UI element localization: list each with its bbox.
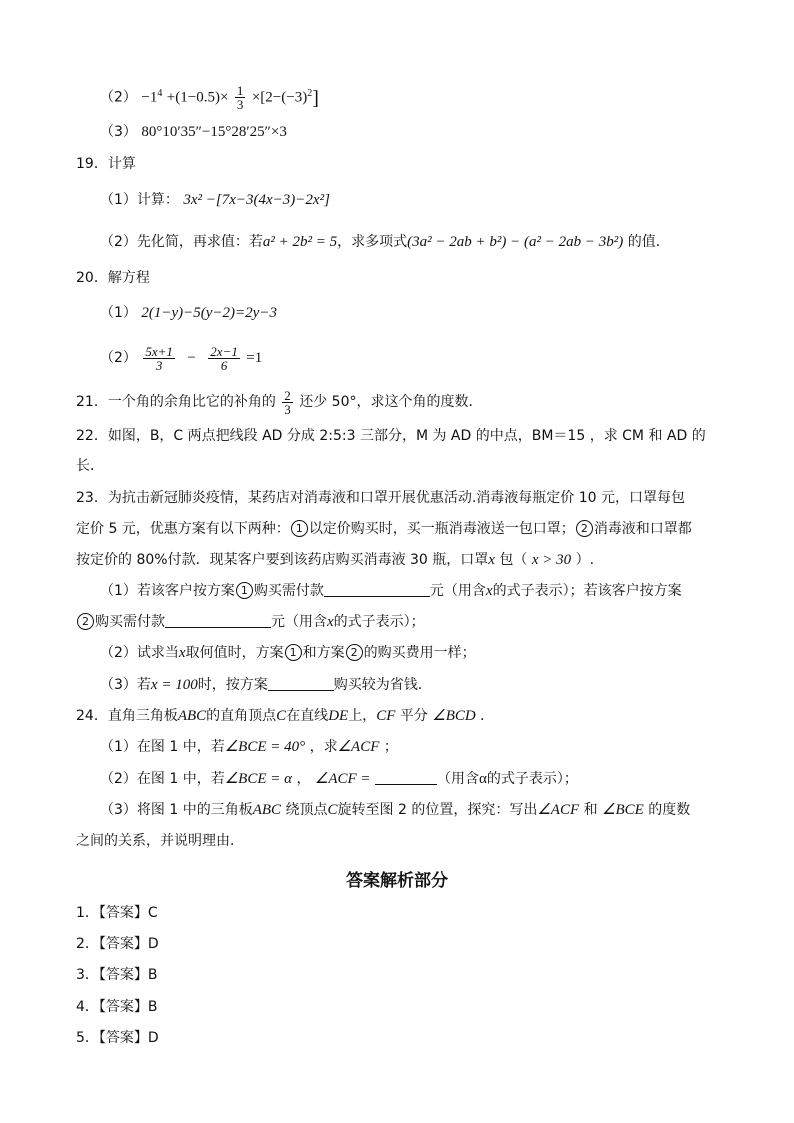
q18-p3-label: （3） [100, 124, 137, 140]
answer-num: 4． [76, 999, 99, 1015]
q22-line2: 长． [76, 458, 104, 474]
q19-p2-text-a: （2）先化简，再求值：若 [100, 234, 263, 250]
q24-c: C [276, 708, 287, 724]
q24-part1 [100, 737, 724, 757]
q24-p1-condition: ∠BCE = 40° [224, 739, 306, 755]
q24-bcd: ∠BCD [432, 708, 476, 724]
q24-part3-line1 [100, 800, 724, 820]
circled-2: 2 [346, 644, 363, 661]
answer-num: 5． [76, 1030, 99, 1046]
q23-line2-b: 以定价购买时，买一瓶消毒液送一包口罩； [308, 521, 575, 537]
q19-p2-text-b: ，求多项式 [337, 234, 408, 250]
q24-p2-d: （用含 [437, 771, 480, 787]
answer-num: 2． [76, 936, 99, 952]
q23-line2-a: 定价 5 元，优惠方案有以下两种： [76, 521, 290, 537]
q18-p2-expr-d: ] [312, 87, 319, 110]
q23-p1-f: 元（用含 [271, 614, 327, 630]
q24-part3-line2: 之间的关系，并说明理由． [76, 833, 244, 849]
answer-tag: 【答案】 [98, 967, 148, 983]
q24-line1-b: 的直角顶点 [206, 708, 277, 724]
q19-part2 [100, 232, 724, 252]
q24-line1-e: 平分 [399, 708, 428, 724]
q20-p2-fraction-1 [143, 345, 175, 372]
q24-p1-a: （1）在图 1 中，若 [100, 739, 225, 755]
answer-blank-4[interactable] [375, 770, 437, 785]
q20-p2-label: （2） [100, 350, 137, 366]
q24-line1-a: 24．直角三角板 [76, 708, 178, 724]
answer-value: B [147, 999, 158, 1015]
answers-title: 答案解析部分 [346, 871, 448, 891]
answer-item [76, 997, 724, 1017]
q23-p2-d: 的购买费用一样； [363, 645, 476, 661]
q18-p2-expr-b: +(1−0.5)× [166, 89, 229, 106]
answer-value: B [147, 967, 158, 983]
q23-var-x: x [488, 552, 495, 568]
q18-p2-frac-den: 3 [236, 97, 244, 113]
q18-p2-frac-num: 1 [236, 83, 244, 99]
answer-tag: 【答案】 [98, 936, 148, 952]
q24-c: C [327, 802, 338, 818]
q21-text-a: 21．一个角的余角比它的补角的 [76, 394, 276, 410]
q23-part3 [100, 675, 724, 695]
q23-p3-a: （3）若 [100, 677, 151, 693]
q24-p2-e: 的式子表示）； [486, 771, 578, 787]
circled-2: 2 [77, 613, 94, 630]
q24-acf: ∠ACF [537, 802, 580, 818]
q23-p1-e: 购买需付款 [95, 614, 165, 630]
answer-item [76, 934, 724, 954]
q19-p1-expr: 3x² −[7x−3(4x−3)−2x²] [183, 192, 330, 208]
circled-1: 1 [285, 644, 302, 661]
q24-p3-a: （3）将图 1 中的三角板 [100, 802, 253, 818]
q20-part2 [100, 340, 724, 376]
q23-part2 [100, 643, 724, 663]
q18-part3 [100, 122, 724, 142]
q24-line1-c: 在直线 [286, 708, 329, 724]
q24-abc: ABC [252, 802, 282, 818]
q23-p3-c: 购买较为省钱． [333, 677, 432, 693]
q20-eq: =1 [246, 350, 263, 366]
q23-line1: 23．为抗击新冠肺炎疫情，某药店对消毒液和口罩开展优惠活动.消毒液每瓶定价 10 元，口罩每包 [76, 490, 685, 506]
q23-p1-a: （1）若该客户按方案 [100, 583, 235, 599]
q23-line3-c: ）. [575, 552, 595, 568]
q24-p2-condition: ∠BCE = α [224, 771, 292, 787]
answer-item [76, 903, 724, 923]
answer-num: 1． [76, 905, 99, 921]
q23-var-x: x [178, 645, 186, 661]
answer-value: D [147, 936, 159, 952]
q18-p2-fraction [235, 84, 246, 111]
q18-p2-expr-c: ×[2−(−3) [251, 89, 308, 106]
q24-line1-f: ． [480, 708, 495, 724]
circled-1: 1 [291, 520, 308, 537]
q20-f2-num: 2x−1 [210, 343, 238, 359]
answer-tag: 【答案】 [98, 905, 148, 921]
q24-p2-a: （2）在图 1 中，若 [100, 771, 225, 787]
q23-condition: x > 30 [531, 552, 572, 568]
q22-line1: 22．如图，B，C 两点把线段 AD 分成 2:5:3 三部分，M 为 AD 的中点，BM＝15 ，求 CM 和 AD 的 [76, 428, 706, 444]
q19-p2-condition: a² + 2b² = 5 [262, 234, 338, 250]
q19-p2-text-c: 的值． [627, 234, 670, 250]
q18-p2-exp2: 2 [307, 88, 313, 99]
answer-item [76, 1028, 724, 1048]
q21-frac-num: 2 [284, 387, 291, 403]
q21-frac-den: 3 [284, 401, 291, 417]
q24-line1 [76, 706, 724, 726]
q23-p2-a: （2）试求当 [100, 645, 179, 661]
q23-p3-b: 时，按方案 [197, 677, 268, 693]
q24-p1-b: ，求 [309, 739, 338, 755]
q21 [76, 384, 724, 420]
q23-var-x: x [327, 614, 334, 630]
circled-2: 2 [576, 520, 593, 537]
q24-p3-e: 的度数 [648, 802, 691, 818]
answer-blank-3[interactable] [268, 676, 334, 691]
q24-acf: ∠ACF [337, 739, 380, 755]
q24-p2-acf: ∠ACF = [314, 771, 371, 787]
q23-line2 [76, 519, 724, 539]
q21-text-b: 还少 50°，求这个角的度数． [299, 394, 483, 410]
q24-cf: CF [376, 708, 396, 724]
q23-part1-line1 [100, 581, 724, 601]
q24-abc: ABC [177, 708, 207, 724]
q20-f1-den: 3 [155, 357, 163, 373]
q19-p2-polynomial: (3a² − 2ab + b²) − (a² − 2ab − 3b²) [407, 234, 624, 250]
q23-line2-c: 消毒液和口罩都 [593, 521, 692, 537]
q20-minus: − [187, 350, 196, 366]
answer-tag: 【答案】 [98, 1030, 148, 1046]
q24-bce: ∠BCE [602, 802, 644, 818]
q24-p3-b: 绕顶点 [285, 802, 328, 818]
answer-value: C [147, 905, 158, 921]
q18-p2-expr-a: −1 [141, 89, 158, 106]
q24-p2-b: ， [296, 771, 311, 787]
q23-line3-a: 按定价的 80%付款．现某客户要到该药店购买消毒液 30 瓶，口罩 [76, 552, 489, 568]
q20-p1-label: （1） [100, 305, 137, 321]
q20-p1-expr: 2(1−y)−5(y−2)=2y−3 [141, 305, 277, 321]
q23-p3-condition: x = 100 [150, 677, 198, 693]
q20-p2-fraction-2 [208, 345, 240, 372]
answer-blank-1[interactable] [324, 582, 430, 597]
q23-p1-d: 的式子表示）；若该客户按方案 [492, 583, 682, 599]
q20-part1 [100, 303, 724, 323]
q24-p3-d: 和 [583, 802, 598, 818]
q20-title: 20．解方程 [76, 270, 150, 286]
q24-p1-c: ； [383, 739, 398, 755]
answer-item [76, 965, 724, 985]
q20-f2-den: 6 [220, 357, 228, 373]
q23-p2-c: 和方案 [302, 645, 345, 661]
answer-value: D [147, 1030, 159, 1046]
q23-p1-g: 的式子表示）； [333, 614, 425, 630]
q18-p2-label: （2） [100, 89, 137, 106]
answer-tag: 【答案】 [98, 999, 148, 1015]
q24-p3-c: 旋转至图 2 的位置，探究：写出 [337, 802, 538, 818]
q21-fraction [282, 389, 293, 416]
answer-blank-2[interactable] [165, 613, 271, 628]
answer-num: 3． [76, 967, 99, 983]
q23-part1-line2 [76, 612, 724, 632]
q24-alpha: α [479, 771, 487, 787]
q23-p1-c: 元（用含 [429, 583, 486, 599]
q23-p1-b: 购买需付款 [253, 583, 324, 599]
q24-line1-d: 上， [348, 708, 377, 724]
q18-p3-expr: 80°10′35″−15°28′25″×3 [141, 124, 287, 140]
q19-p1-label: （1）计算： [100, 192, 179, 208]
q18-p2-exp4: 4 [157, 88, 163, 99]
q23-line3 [76, 550, 724, 570]
circled-1: 1 [236, 582, 253, 599]
q24-part2 [100, 769, 724, 789]
q19-title: 19．计算 [76, 156, 136, 172]
q23-line3-b: 包（ [499, 552, 528, 568]
q20-f1-num: 5x+1 [145, 343, 173, 359]
q19-part1 [100, 190, 724, 210]
q24-de: DE [328, 708, 349, 724]
q23-var-x: x [485, 583, 493, 599]
q23-p2-b: 取何值时，方案 [185, 645, 284, 661]
q18-part2 [100, 84, 724, 111]
